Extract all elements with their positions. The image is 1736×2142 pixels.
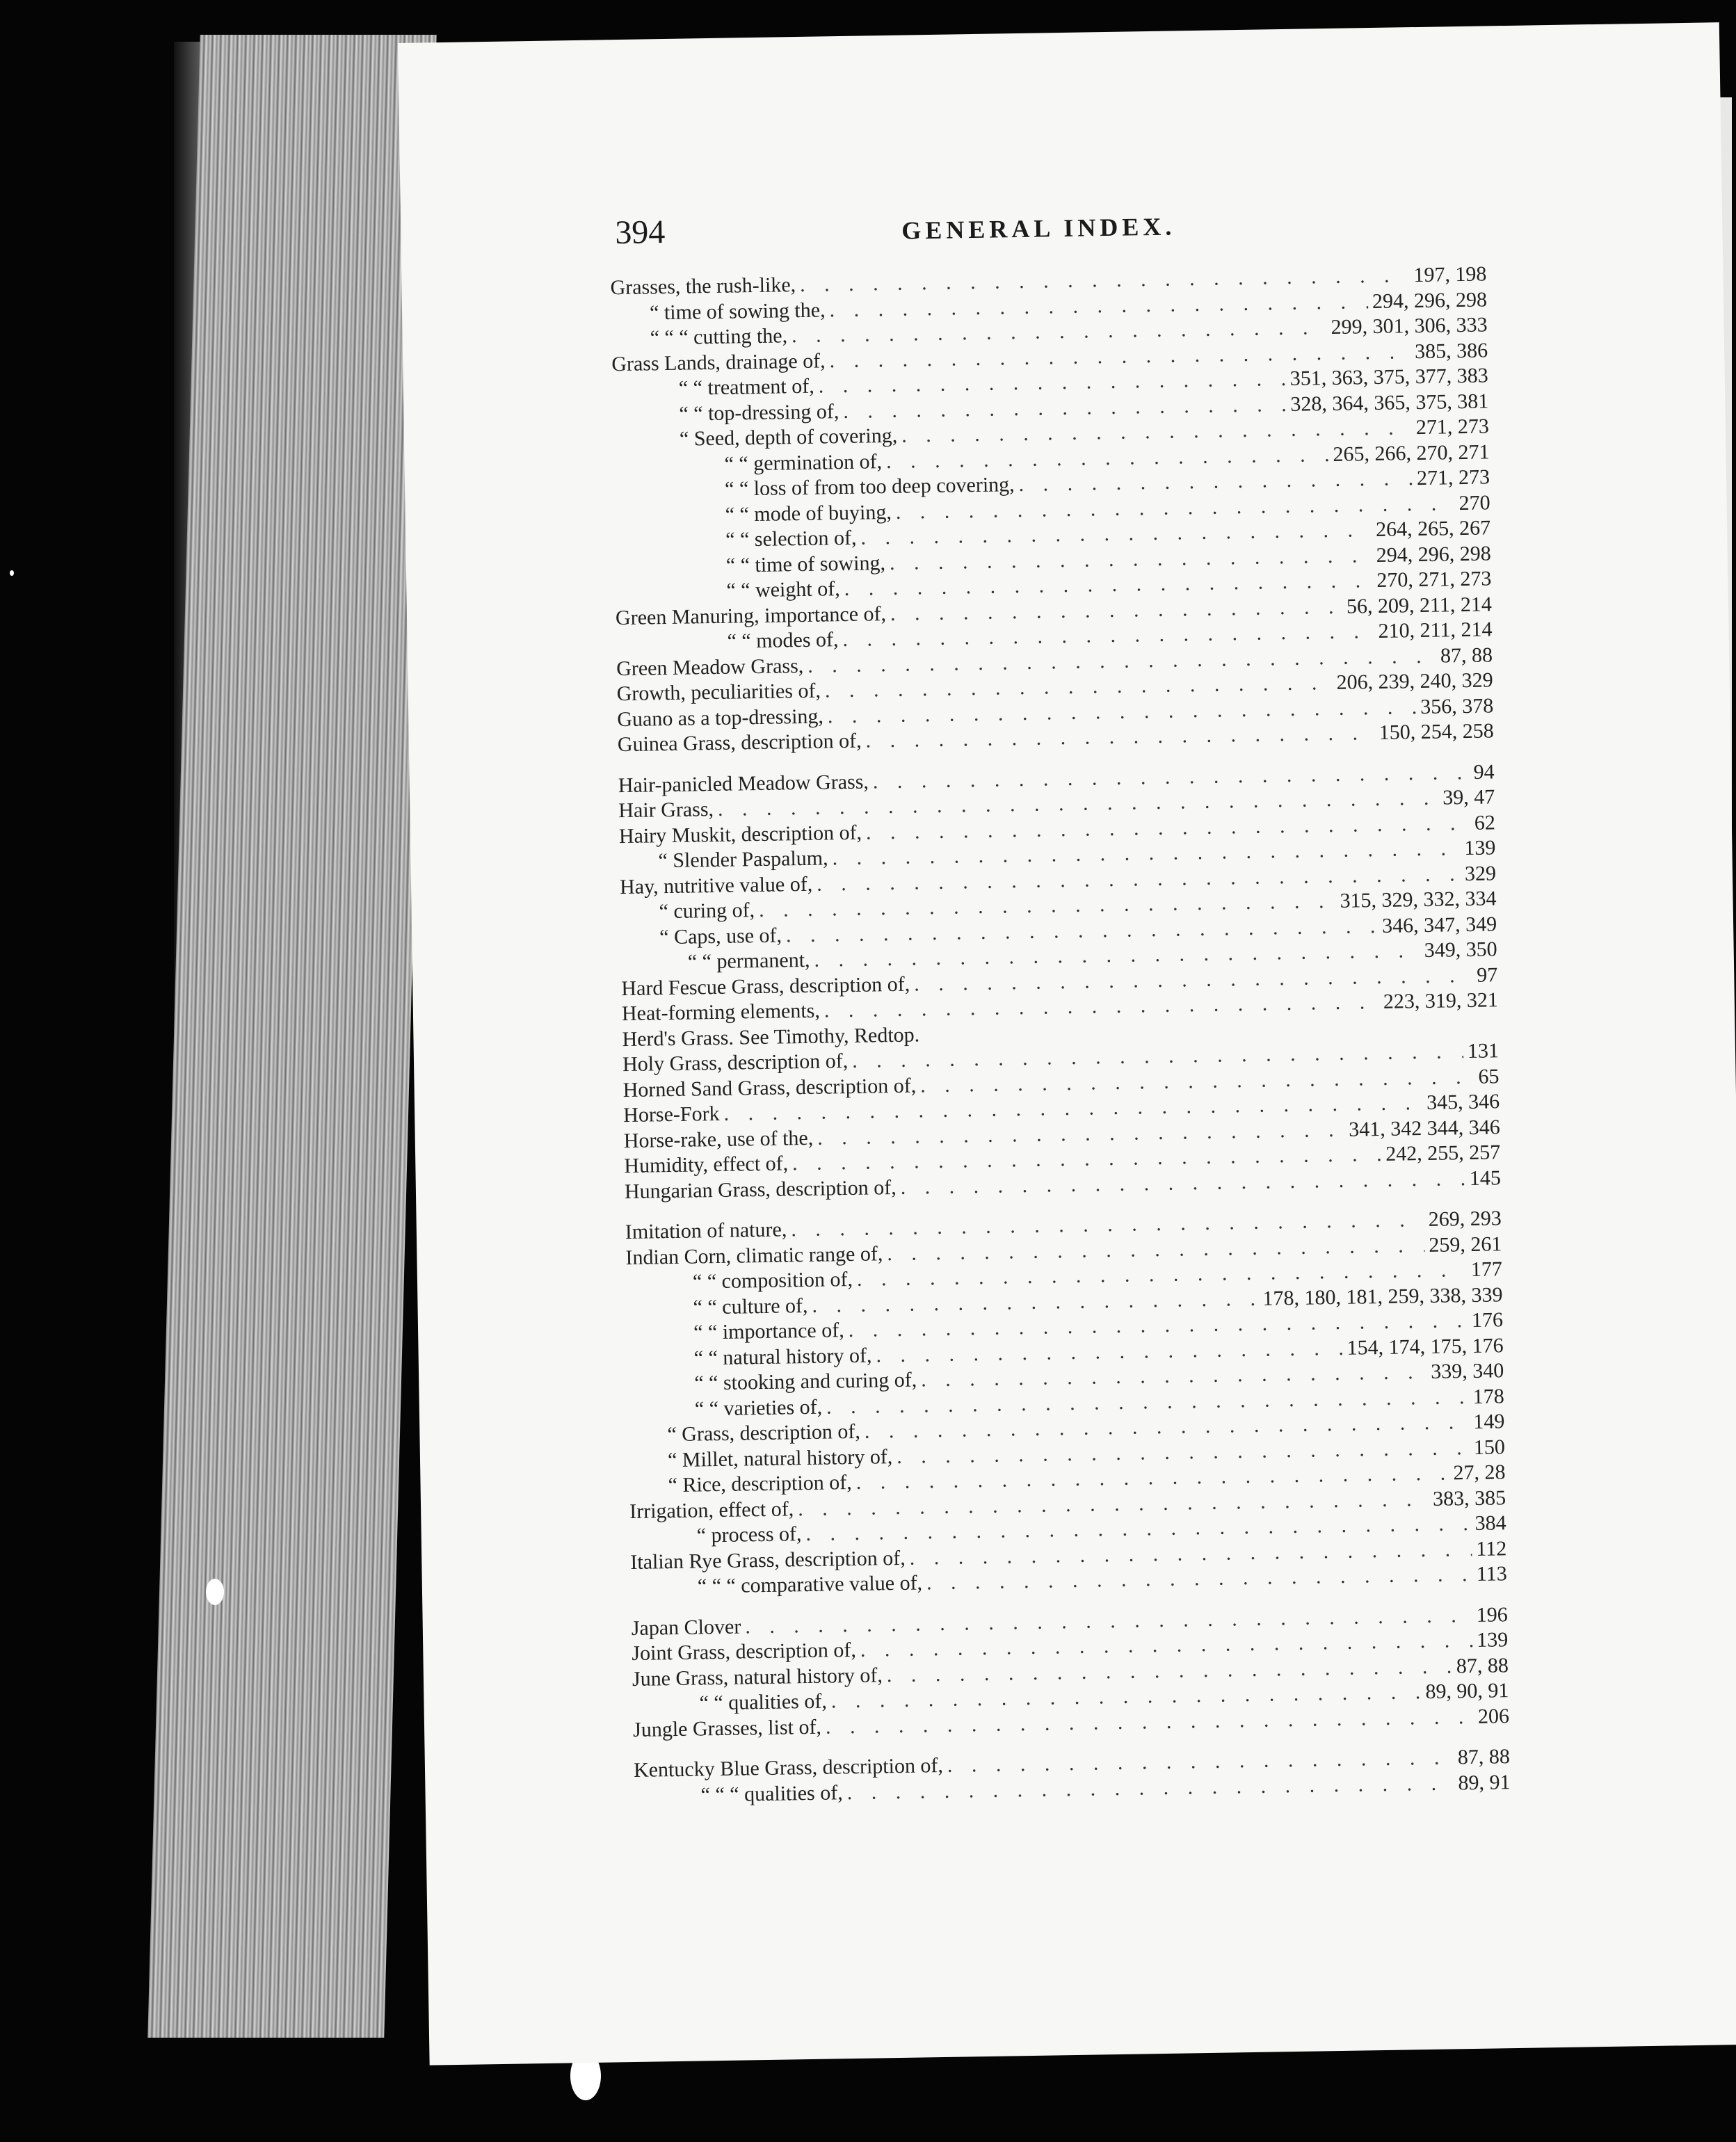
dust-speck	[206, 1579, 224, 1605]
entry-pages: 177	[1470, 1257, 1503, 1281]
entry-label: “ Seed, depth of covering,	[679, 424, 898, 451]
page-content	[609, 200, 1511, 1810]
entry-pages: 65	[1478, 1064, 1500, 1088]
entry-pages: 178, 180, 181, 259, 338, 339	[1262, 1282, 1503, 1310]
entry-pages: 89, 90, 91	[1425, 1679, 1509, 1704]
entry-label: Hungarian Grass, description of,	[624, 1175, 897, 1203]
entry-label: Imitation of nature,	[625, 1218, 787, 1244]
entry-label: Hair-panicled Meadow Grass,	[618, 770, 869, 797]
entry-pages: 27, 28	[1453, 1460, 1506, 1485]
entry-pages: 206, 239, 240, 329	[1336, 668, 1493, 694]
entry-label: Hay, nutritive value of,	[619, 872, 813, 899]
entry-pages: 149	[1473, 1410, 1505, 1433]
entry-pages: 223, 319, 321	[1383, 988, 1499, 1013]
entry-label: Heat-forming elements,	[621, 999, 821, 1026]
entry-pages: 270	[1458, 490, 1490, 515]
entry-label: “ process of,	[696, 1522, 802, 1547]
entry-pages: 271, 273	[1415, 414, 1490, 440]
entry-pages: 56, 209, 211, 214	[1346, 592, 1493, 618]
entry-pages: 294, 296, 298	[1376, 541, 1491, 567]
entry-label: “ “ modes of,	[727, 628, 839, 653]
entry-pages: 210, 211, 214	[1378, 618, 1493, 643]
entry-pages: 154, 174, 175, 176	[1347, 1333, 1504, 1360]
entry-label: Jungle Grasses, list of,	[632, 1715, 822, 1741]
entry-label: Holy Grass, description of,	[622, 1049, 849, 1077]
entry-label: “ Millet, natural history of,	[667, 1444, 893, 1472]
entry-label: “ “ germination of,	[724, 449, 883, 476]
entry-pages: 196	[1476, 1602, 1508, 1627]
entry-label: “ Caps, use of,	[659, 923, 782, 949]
entry-label: “ Grass, description of,	[667, 1419, 861, 1447]
entry-label: Italian Rye Grass, description of,	[630, 1546, 906, 1574]
entry-pages: 150, 254, 258	[1379, 719, 1494, 744]
entry-pages: 270, 271, 273	[1376, 567, 1492, 592]
entry-label: “ “ weight of,	[726, 577, 840, 602]
page-title: GENERAL INDEX.	[901, 212, 1176, 245]
entry-label: “ “ selection of,	[725, 526, 857, 551]
entry-pages: 89, 91	[1458, 1770, 1511, 1794]
entry-label: June Grass, natural history of,	[632, 1663, 883, 1691]
entry-pages: 62	[1474, 810, 1496, 835]
entry-label: Irrigation, effect of,	[629, 1497, 794, 1523]
entry-label: Joint Grass, description of,	[632, 1638, 857, 1665]
index-entries	[610, 262, 1510, 1810]
entry-pages: 356, 378	[1420, 693, 1494, 718]
entry-pages: 265, 266, 270, 271	[1333, 440, 1490, 466]
entry-label: “ “ varieties of,	[694, 1395, 823, 1421]
entry-label: “ “ permanent,	[687, 948, 810, 974]
entry-pages: 299, 301, 306, 333	[1331, 313, 1488, 339]
entry-pages: 197, 198	[1413, 262, 1487, 287]
entry-label: Kentucky Blue Grass, description of,	[633, 1753, 944, 1782]
entry-label: Horse-rake, use of the,	[623, 1126, 814, 1152]
entry-label: Hairy Muskit, description of,	[618, 821, 862, 848]
entry-label: “ time of sowing the,	[649, 298, 826, 324]
entry-pages: 145	[1469, 1166, 1502, 1190]
entry-pages: 139	[1464, 836, 1496, 860]
entry-label: Guinea Grass, description of,	[617, 729, 862, 757]
entry-label: “ “ composition of,	[692, 1267, 853, 1294]
entry-pages: 349, 350	[1424, 937, 1497, 962]
page-number: 394	[614, 214, 666, 252]
entry-label: Hard Fescue Grass, description of,	[621, 972, 910, 1000]
entry-pages: 259, 261	[1429, 1232, 1502, 1257]
entry-label: “ “ “ cutting the,	[650, 324, 788, 350]
entry-pages: 112	[1476, 1536, 1507, 1561]
entry-pages: 39, 47	[1442, 785, 1495, 810]
entry-label: “ “ importance of,	[693, 1319, 844, 1344]
entry-label: “ “ natural history of,	[693, 1344, 872, 1370]
entry-label: Horned Sand Grass, description of,	[622, 1073, 917, 1102]
entry-label: Hair Grass,	[618, 798, 714, 823]
entry-pages: 94	[1473, 759, 1495, 784]
entry-pages: 315, 329, 332, 334	[1340, 887, 1497, 912]
entry-label: “ curing of,	[659, 899, 755, 924]
entry-label: “ “ stooking and curing of,	[694, 1368, 917, 1395]
entry-label: “ “ loss of from too deep covering,	[724, 473, 1015, 501]
entry-pages: 87, 88	[1440, 643, 1493, 668]
entry-pages: 383, 385	[1432, 1485, 1506, 1511]
entry-pages: 384	[1474, 1511, 1506, 1535]
entry-label: “ “ treatment of,	[678, 374, 814, 400]
entry-label: “ “ qualities of,	[699, 1689, 828, 1715]
entry-label: Guano as a top-dressing,	[617, 704, 824, 731]
entry-label: Grass Lands, drainage of,	[611, 348, 826, 376]
entry-pages: 206	[1477, 1704, 1510, 1728]
entry-pages: 113	[1476, 1562, 1508, 1586]
entry-pages: 346, 347, 349	[1381, 912, 1497, 937]
entry-label: “ “ mode of buying,	[725, 500, 892, 526]
entry-label: Grasses, the rush-like,	[610, 273, 796, 300]
entry-label: “ “ culture of,	[693, 1294, 808, 1319]
entry-pages: 176	[1471, 1308, 1504, 1332]
entry-pages: 329	[1464, 861, 1497, 885]
entry-label: “ “ time of sowing,	[725, 551, 886, 577]
entry-pages: 328, 364, 365, 375, 381	[1290, 389, 1489, 416]
entry-label: Green Manuring, importance of,	[615, 602, 887, 629]
index-page	[398, 22, 1736, 2065]
entry-label: “ Rice, description of,	[668, 1471, 852, 1497]
entry-pages: 351, 363, 375, 377, 383	[1289, 364, 1488, 390]
entry-label: Green Meadow Grass,	[616, 654, 804, 680]
entry-pages: 131	[1467, 1039, 1500, 1063]
entry-pages: 97	[1476, 963, 1498, 987]
entry-label: “ “ “ qualities of,	[700, 1780, 843, 1806]
entry-pages: 242, 255, 257	[1385, 1141, 1501, 1166]
entry-pages: 139	[1477, 1628, 1509, 1652]
entry-label: Japan Clover	[631, 1615, 741, 1640]
entry-label: “ “ “ comparative value of,	[697, 1571, 923, 1598]
entry-pages: 345, 346	[1426, 1090, 1500, 1114]
entry-label: Humidity, effect of,	[624, 1152, 789, 1178]
entry-pages: 341, 342 344, 346	[1348, 1115, 1500, 1141]
entry-pages: 269, 293	[1428, 1207, 1502, 1231]
entry-pages: 150	[1473, 1435, 1506, 1459]
entry-pages: 264, 265, 267	[1375, 516, 1491, 541]
entry-label: Horse-Fork	[622, 1102, 720, 1127]
entry-label: Indian Corn, climatic range of,	[625, 1241, 883, 1269]
entry-pages: 87, 88	[1456, 1653, 1509, 1677]
entry-pages: 271, 273	[1416, 465, 1490, 490]
entry-label: Growth, peculiarities of,	[616, 679, 821, 706]
entry-label: “ “ top-dressing of,	[679, 399, 839, 426]
entry-pages: 385, 386	[1414, 338, 1488, 363]
entry-pages: 339, 340	[1430, 1359, 1504, 1383]
entry-pages: 294, 296, 298	[1372, 287, 1488, 313]
dust-speck	[10, 570, 14, 576]
entry-pages: 178	[1472, 1384, 1505, 1408]
entry-pages: 87, 88	[1457, 1745, 1511, 1769]
entry-label: “ Slender Paspalum,	[658, 846, 828, 873]
entry-label: Herd's Grass. See Timothy, Redtop.	[622, 1022, 920, 1051]
